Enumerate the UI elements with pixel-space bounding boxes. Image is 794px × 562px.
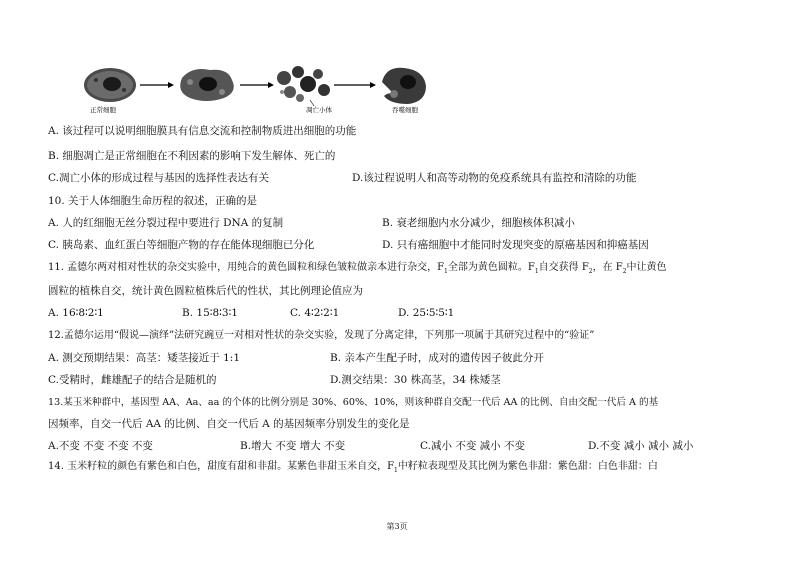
q11-sub-2b: 2 <box>622 268 627 275</box>
q14-stem <box>48 460 658 478</box>
q11-option-b: B. 15∶8∶3∶1 <box>182 307 238 319</box>
apoptosis-diagram <box>82 62 428 114</box>
q10-option-a: A. 人的红细胞无丝分裂过程中要进行 DNA 的复制 <box>48 217 284 229</box>
q12-stem: 12.孟德尔运用“假说—演绎”法研究豌豆一对相对性状的杂交实验，发现了分离定律，下列那一项属于其研究过程中的“验证” <box>48 330 595 341</box>
q10-option-c: C. 胰岛素、血红蛋白等细胞产物的存在能体现细胞已分化 <box>48 239 315 251</box>
option-prev-c: C.凋亡小体的形成过程与基因的选择性表达有关 <box>48 172 269 184</box>
q12-option-a: A. 测交预期结果：高茎：矮茎接近于 1:1 <box>48 352 240 364</box>
option-prev-d: D.该过程说明人和高等动物的免疫系统具有监控和清除的功能 <box>352 172 637 184</box>
arrow-1 <box>140 82 174 88</box>
q13-option-c: C.减小 不变 减小 不变 <box>420 440 526 452</box>
q12-option-b: B. 亲本产生配子时，成对的遗传因子彼此分开 <box>330 352 544 364</box>
q13-option-a: A.不变 不变 不变 不变 <box>48 440 153 452</box>
q14-sub-1: 1 <box>394 467 398 474</box>
q11-stem <box>48 261 667 279</box>
phagocyte-drawing <box>382 68 426 104</box>
arrow-3 <box>334 82 376 88</box>
label-normal-cell: 正常细胞 <box>90 106 116 114</box>
q10-stem: 10. 关于人体细胞生命历程的叙述，正确的是 <box>48 195 258 207</box>
apoptotic-bodies-drawing <box>277 66 330 106</box>
q10-option-b: B. 衰老细胞内水分减少，细胞核体积减小 <box>382 217 575 229</box>
q13-option-d: D.不变 减小 减小 减小 <box>588 440 694 452</box>
q13-option-b: B.增大 不变 增大 不变 <box>240 440 346 452</box>
q11-option-c: C. 4∶2∶2∶1 <box>290 307 340 319</box>
q14-stem-part-a: 14. 玉米籽粒的颜色有紫色和白色，甜度有甜和非甜。某紫色非甜玉米自交，F <box>48 461 395 472</box>
q11-stem-line2: 圆粒的植株自交，统计黄色圆粒植株后代的性状，其比例理论值应为 <box>48 285 363 297</box>
q13-stem-line1: 13.某玉米种群中，基因型 AA、Aa、aa 的个体的比例分别是 30%、60%、10%，则该种群自交配一代后 AA 的比例、自由交配一代后 A 的基 <box>48 397 659 408</box>
option-prev-b: B. 细胞凋亡是正常细胞在不利因素的影响下发生解体、死亡的 <box>48 150 336 162</box>
q11-stem-part-c: 自交获得 F <box>538 262 589 273</box>
arrow-2 <box>240 82 274 88</box>
q14-stem-part-b: 中籽粒表现型及其比例为紫色非甜：紫色甜：白色非甜：白 <box>397 461 658 472</box>
q13-stem-line2: 因频率，自交一代后 AA 的比例、自交一代后 A 的基因频率分别发生的变化是 <box>48 418 410 430</box>
q11-sub-1b: 1 <box>534 268 539 275</box>
q11-sub-2a: 2 <box>588 268 593 275</box>
option-prev-a: A. 该过程可以说明细胞膜具有信息交流和控制物质进出细胞的功能 <box>48 125 357 137</box>
q10-option-d: D. 只有癌细胞中才能同时发现突变的原癌基因和抑癌基因 <box>382 239 649 251</box>
shrinking-cell-drawing <box>180 69 234 101</box>
q11-stem-part-b: 全部为黄色圆粒。F <box>447 262 535 273</box>
label-phagocyte: 吞噬细胞 <box>392 106 418 114</box>
q12-option-c: C.受精时，雌雄配子的结合是随机的 <box>48 374 217 386</box>
page-number: 第3页 <box>386 522 408 531</box>
apoptosis-figure <box>82 62 428 114</box>
q11-option-d: D. 25∶5∶5∶1 <box>398 307 455 319</box>
q12-option-d: D.测交结果：30 株高茎，34 株矮茎 <box>330 374 501 386</box>
q11-stem-part-e: 中让黄色 <box>626 262 667 273</box>
label-apoptotic-body: 凋亡小体 <box>306 106 332 114</box>
q11-sub-1a: 1 <box>444 268 448 275</box>
normal-cell-drawing <box>84 68 136 102</box>
q11-stem-part-d: ，在 F <box>592 262 623 273</box>
q11-stem-part-a: 11. 孟德尔两对相对性状的杂交实验中，用纯合的黄色圆粒和绿色皱粒做亲本进行杂交，F <box>48 262 445 273</box>
q11-option-a: A. 16∶8∶2∶1 <box>48 307 104 319</box>
